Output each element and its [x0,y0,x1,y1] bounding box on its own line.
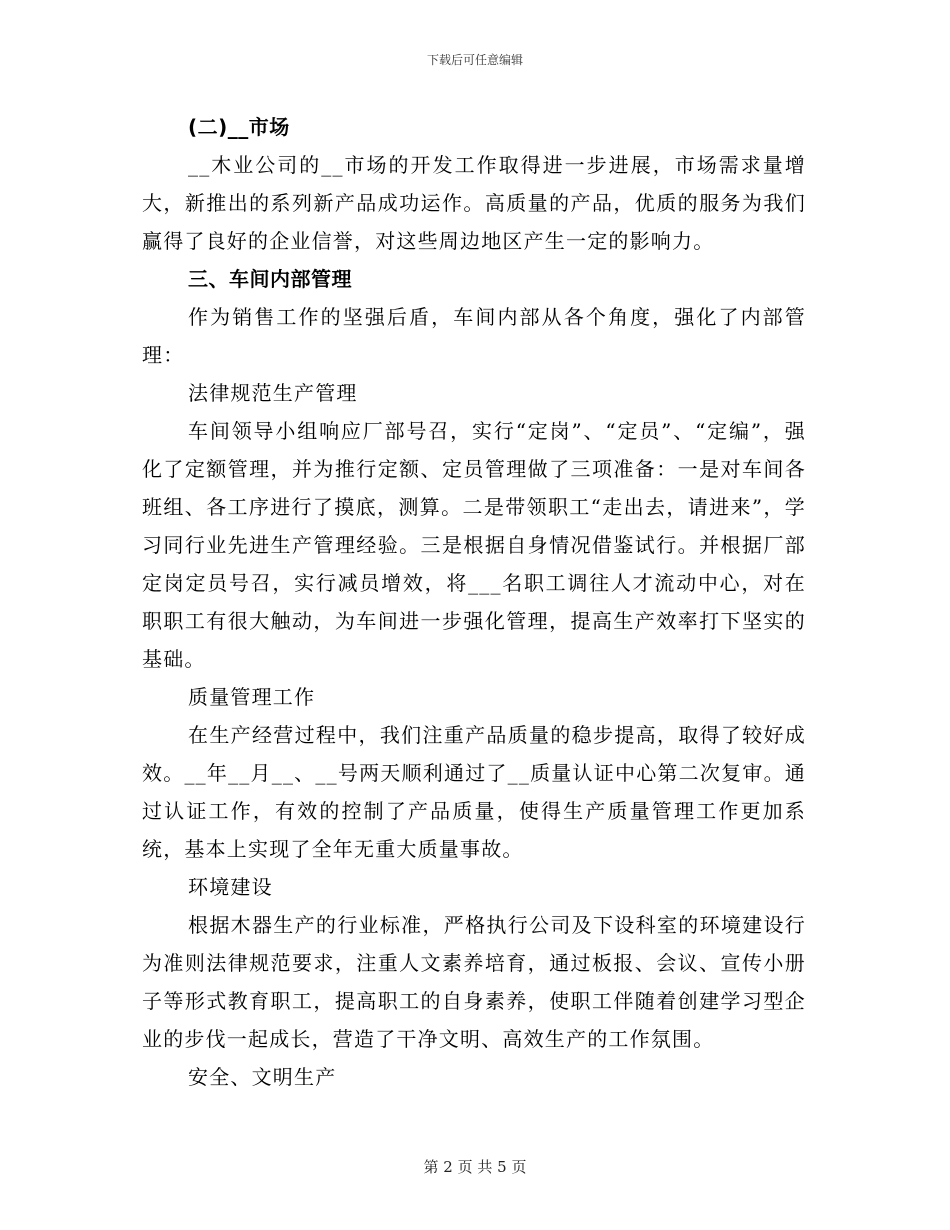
subheading-quality-management: 质量管理工作 [188,685,316,709]
heading-workshop-management: 三、车间内部管理 [188,267,352,291]
paragraph-workshop-management: 作为销售工作的坚强后盾，车间内部从各个角度，强化了内部管理： [142,305,806,367]
paragraph-environment: 根据木器生产的行业标准，严格执行公司及下设科室的环境建设行为准则法律规范要求，注重人文素养培育，通过板报、会议、宣传小册子等形式教育职工，提高职工的自身素养，使职工伴随着创建学习型企业的步伐一起成长，营造了干净文明、高效生产的工作氛围。 [142,913,806,1051]
subheading-safety: 安全、文明生产 [188,1065,337,1089]
subheading-legal-production: 法律规范生产管理 [188,381,358,405]
subheading-environment: 环境建设 [188,875,273,899]
paragraph-market: __木业公司的__市场的开发工作取得进一步进展，市场需求量增大，新推出的系列新产品成功运作。高质量的产品，优质的服务为我们赢得了良好的企业信誉，对这些周边地区产生一定的影响力。 [142,153,806,253]
page-number: 第 2 页 共 5 页 [423,1158,527,1176]
heading-market: (二)__市场 [188,115,290,139]
document-body [142,108,806,1096]
page-header: 下载后可任意编辑 [426,53,523,67]
paragraph-legal-production: 车间领导小组响应厂部号召，实行“定岗”、“定员”、“定编”，强化了定额管理，并为推行定额、定员管理做了三项准备：一是对车间各班组、各工序进行了摸底，测算。二是带领职工“走出去，请进来”，学习同行业先进生产管理经验。三是根据自身情况借鉴试行。并根据厂部定岗定员号召，实行减员增效，将___名职工调往人才流动中心，对在职职工有很大触动，为车间进一步强化管理，提高生产效率打下坚实的基础。 [142,419,806,671]
paragraph-quality-management: 在生产经营过程中，我们注重产品质量的稳步提高，取得了较好成效。__年__月__、__号两天顺利通过了__质量认证中心第二次复审。通过认证工作，有效的控制了产品质量，使得生产质量管理工作更加系统，基本上实现了全年无重大质量事故。 [142,723,806,861]
